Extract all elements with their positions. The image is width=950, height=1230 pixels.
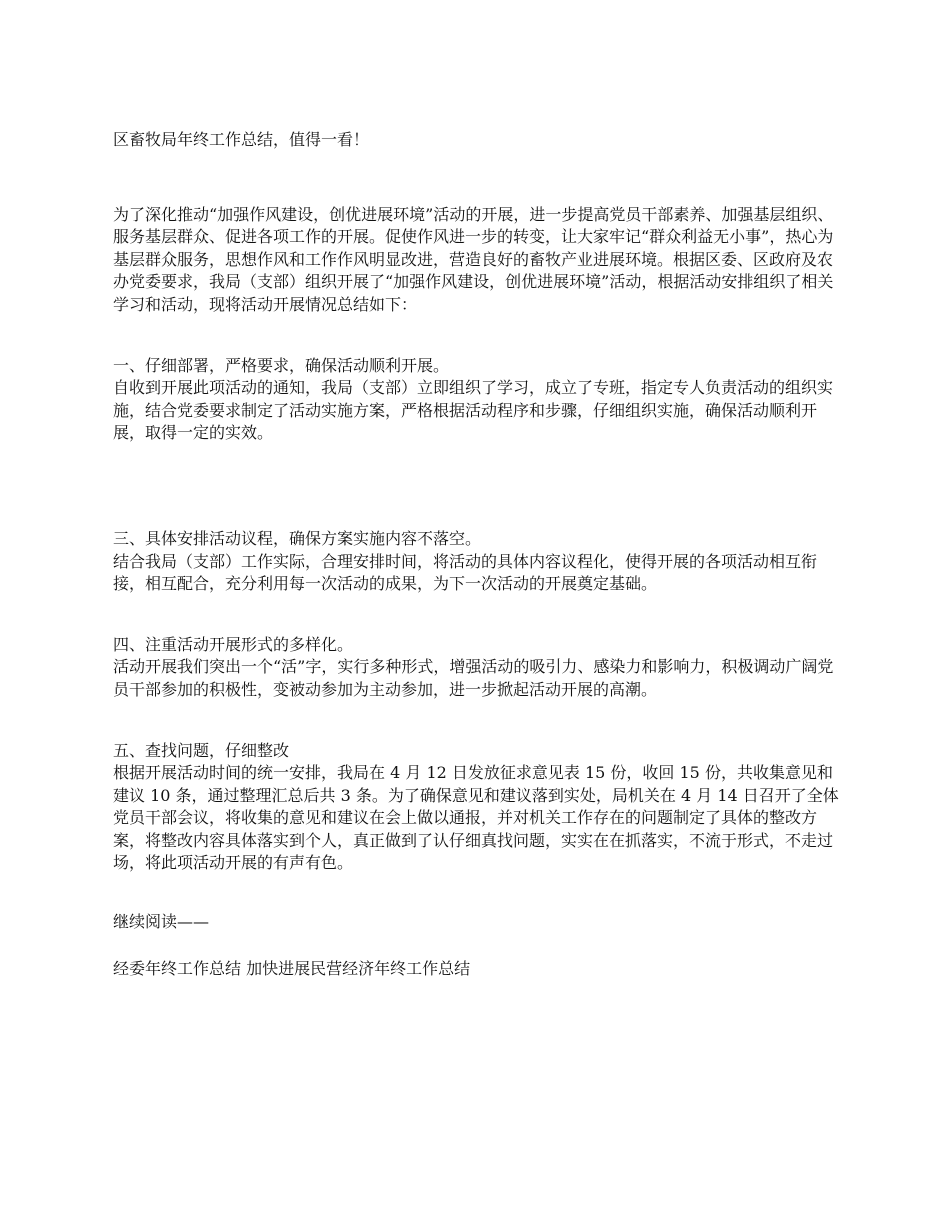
related-links bbox=[113, 958, 841, 981]
section-3 bbox=[113, 528, 841, 596]
document-title: 区畜牧局年终工作总结，值得一看！ bbox=[113, 130, 370, 149]
related-link-economic-committee[interactable]: 经委年终工作总结 bbox=[113, 958, 242, 978]
document-page bbox=[113, 117, 841, 980]
section-1 bbox=[113, 355, 841, 445]
intro-paragraph: 为了深化推动“加强作风建设，创优进展环境”活动的开展，进一步提高党员干部素养、加强基层组织、服务基层群众、促进各项工作的开展。促使作风进一步的转变，让大家牢记“群众利益无小事”，热心为基层群众服务，思想作风和工作作风明显改进，营造良好的畜牧产业进展环境。根据区委、区政府及农办党委要求，我局（支部）组织开展了“加强作风建设，创优进展环境”活动，根据活动安排组织了相关学习和活动，现将活动开展情况总结如下： bbox=[113, 204, 834, 314]
section-heading: 五、查找问题，仔细整改 bbox=[113, 740, 290, 760]
section-heading: 四、注重活动开展形式的多样化。 bbox=[113, 634, 354, 654]
section-body: 活动开展我们突出一个“活”字，实行多种形式，增强活动的吸引力、感染力和影响力，积极调动广阔党员干部参加的积极性，变被动参加为主动参加，进一步掀起活动开展的高潮。 bbox=[113, 657, 834, 699]
section-heading: 一、仔细部署，严格要求，确保活动顺利开展。 bbox=[113, 355, 450, 375]
section-body: 根据开展活动时间的统一安排，我局在 4 月 12 日发放征求意见表 15 份，收回 15 份，共收集意见和建议 10 条，通过整理汇总后共 3 条。为了确保意见和建议落到实处，局机关在 4 月 14 日召开了全体党员干部会议，将收集的意见和建议在会上做以通报，并对机关工作存在的问题制定了具体的整改方案，将整改内容具体落实到个人，真正做到了认仔细真找问题，实实在在抓落实，不流于形式，不走过场，将此项活动开展的有声有色。 bbox=[113, 763, 839, 873]
section-4 bbox=[113, 634, 841, 702]
section-5 bbox=[113, 740, 841, 876]
related-link-private-economy[interactable]: 加快进展民营经济年终工作总结 bbox=[246, 958, 471, 978]
section-heading: 三、具体安排活动议程，确保方案实施内容不落空。 bbox=[113, 528, 482, 548]
section-body: 自收到开展此项活动的通知，我局（支部）立即组织了学习，成立了专班，指定专人负责活动的组织实施，结合党委要求制定了活动实施方案，严格根据活动程序和步骤，仔细组织实施，确保活动顺利开展，取得一定的实效。 bbox=[113, 378, 834, 443]
section-body: 结合我局（支部）工作实际，合理安排时间，将活动的具体内容议程化，使得开展的各项活动相互衔接，相互配合，充分利用每一次活动的成果，为下一次活动的开展奠定基础。 bbox=[113, 551, 818, 594]
continue-reading-label: 继续阅读—— bbox=[113, 912, 210, 932]
